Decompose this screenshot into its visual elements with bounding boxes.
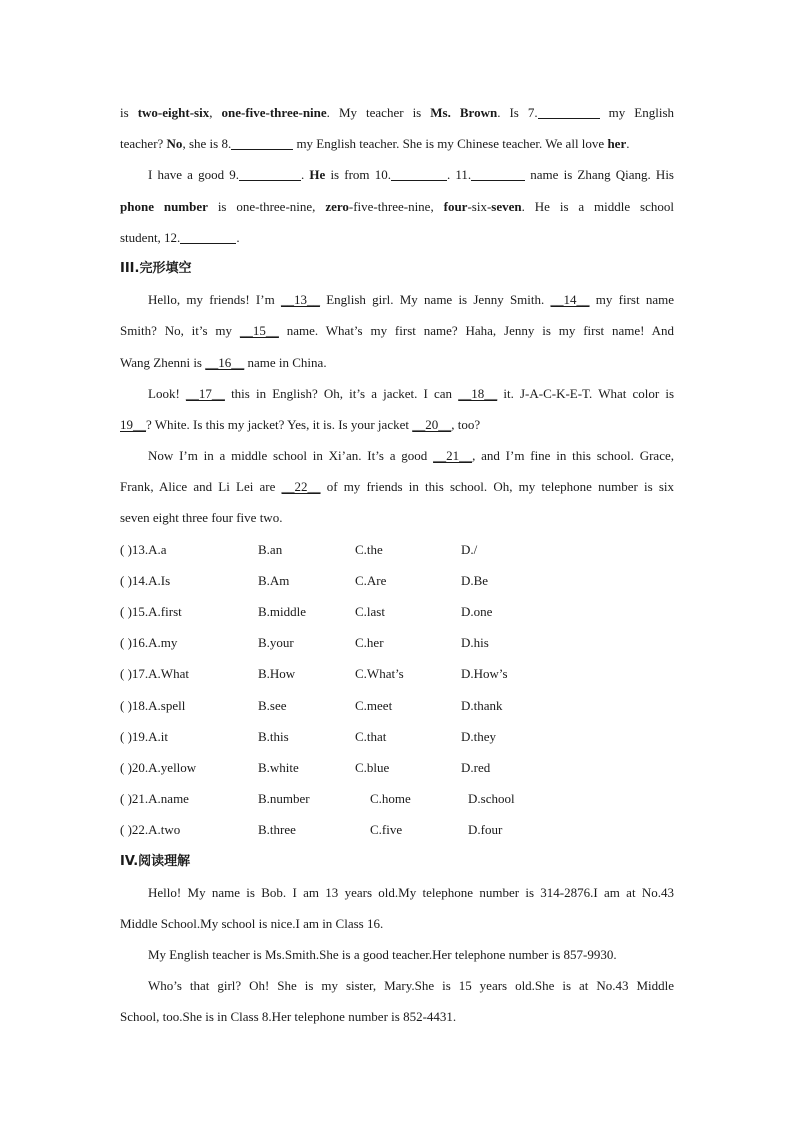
- option-row-14: [120, 565, 674, 596]
- option-c[interactable]: C.the: [355, 541, 383, 557]
- text: , too?: [451, 416, 481, 432]
- option-row-17: [120, 658, 674, 689]
- answer-blank-9[interactable]: [239, 166, 301, 181]
- answer-blank-12[interactable]: [180, 229, 236, 244]
- cloze-p1-line1: [120, 284, 674, 315]
- text: Smith? No, it’s my: [120, 323, 240, 339]
- cloze-blank-17[interactable]: __17__: [185, 385, 225, 401]
- cloze-blank-22[interactable]: __22__: [281, 479, 321, 495]
- section-3-title: III.完形填空: [120, 260, 192, 276]
- text: . Is 7.: [497, 105, 538, 120]
- text: this in English? Oh, it’s a jacket. I can: [224, 385, 459, 401]
- option-c[interactable]: C.that: [355, 728, 387, 744]
- para1-line2: [120, 128, 674, 159]
- option-a[interactable]: ( )16.A.my: [120, 635, 178, 651]
- cloze-blank-16[interactable]: __16__: [205, 354, 245, 370]
- option-a[interactable]: ( )19.A.it: [120, 728, 169, 744]
- option-row-20: [120, 752, 674, 783]
- bold-text: Ms. Brown: [430, 105, 498, 120]
- cloze-blank-13[interactable]: __13__: [280, 292, 320, 308]
- option-d[interactable]: D.red: [461, 759, 491, 775]
- option-b[interactable]: B.see: [258, 697, 287, 713]
- reading-p3-line1: Who’s that girl? Oh! She is my sister, Mary.She is 15 years old.She is at No.43 Middle: [148, 978, 674, 994]
- option-b[interactable]: B.How: [258, 666, 296, 682]
- cloze-blank-20[interactable]: __20__: [412, 416, 452, 432]
- reading-p2-line1: My English teacher is Ms.Smith.She is a good teacher.Her telephone number is 857-9930.: [148, 947, 617, 963]
- option-c[interactable]: C.meet: [355, 697, 393, 713]
- text: . My teacher is: [326, 105, 431, 120]
- text: . He is a middle school: [521, 198, 674, 214]
- text: , she is 8.: [182, 136, 232, 152]
- option-d[interactable]: D.four: [468, 822, 503, 838]
- para2-line1: [120, 159, 674, 190]
- cloze-p3-line3: seven eight three four five two.: [120, 510, 283, 526]
- text: teacher?: [120, 136, 167, 152]
- option-b[interactable]: B.this: [258, 728, 289, 744]
- text: -six-: [467, 198, 492, 214]
- text: .: [301, 167, 310, 183]
- bold-text: one-five-three-nine: [221, 105, 327, 120]
- text: I have a good 9.: [148, 167, 239, 183]
- option-c[interactable]: C.Are: [355, 572, 387, 588]
- option-d[interactable]: D.thank: [461, 697, 503, 713]
- option-c[interactable]: C.What’s: [355, 666, 404, 682]
- bold-text: four: [443, 198, 468, 214]
- option-d[interactable]: D.his: [461, 635, 489, 651]
- option-row-18: [120, 690, 674, 721]
- text: .: [626, 136, 630, 152]
- text: -five-three-nine,: [348, 198, 444, 214]
- bold-text: No: [166, 136, 183, 152]
- text: Look!: [148, 385, 186, 401]
- section-4-title: IV.阅读理解: [120, 853, 191, 869]
- option-b[interactable]: B.an: [258, 541, 283, 557]
- option-d[interactable]: D.one: [461, 604, 493, 619]
- text: name in China.: [244, 354, 327, 370]
- text: of my friends in this school. Oh, my telephone number is six: [320, 479, 674, 495]
- reading-p1-line1: Hello! My name is Bob. I am 13 years old.My telephone number is 314-2876.I am at No.43: [148, 884, 674, 900]
- option-row-22: [120, 814, 674, 845]
- answer-blank-10[interactable]: [391, 166, 447, 181]
- answer-blank-7[interactable]: [538, 104, 600, 119]
- bold-text: two-eight-six: [137, 105, 210, 120]
- option-row-21: [120, 783, 674, 814]
- text: is: [120, 105, 138, 120]
- text: English girl. My name is Jenny Smith.: [319, 292, 551, 308]
- reading-p1-line2: Middle School.My school is nice.I am in Class 16.: [120, 915, 384, 931]
- answer-blank-11[interactable]: [471, 166, 525, 181]
- text: . 11.: [446, 167, 472, 183]
- option-a[interactable]: ( )14.A.Is: [120, 572, 171, 588]
- option-a[interactable]: ( )21.A.name: [120, 791, 189, 807]
- option-a[interactable]: ( )15.A.first: [120, 604, 182, 619]
- text: is one-three-nine,: [207, 198, 326, 214]
- text: my English teacher. She is my Chinese teacher. We all love: [293, 136, 608, 152]
- bold-text: He: [309, 167, 326, 183]
- text: Now I’m in a middle school in Xi’an. It’s a good: [148, 448, 434, 464]
- text: is from 10.: [325, 167, 391, 183]
- option-d[interactable]: D.school: [468, 791, 515, 807]
- option-c[interactable]: C.home: [370, 791, 411, 807]
- option-d[interactable]: D.How’s: [461, 666, 508, 682]
- cloze-blank-14[interactable]: __14__: [550, 292, 590, 308]
- option-b[interactable]: B.your: [258, 635, 294, 651]
- option-a[interactable]: ( )18.A.spell: [120, 697, 186, 713]
- bold-text: phone number: [120, 198, 208, 214]
- text: Wang Zhenni is: [120, 354, 206, 370]
- text: ,: [209, 105, 222, 120]
- option-row-16: [120, 627, 674, 658]
- cloze-blank-18[interactable]: __18__: [458, 385, 498, 401]
- para2-line3: [120, 222, 674, 253]
- text: my first name: [589, 292, 674, 308]
- cloze-blank-19[interactable]: 19__: [120, 416, 146, 432]
- reading-p3-line2: School, too.She is in Class 8.Her telephone number is 852-4431.: [120, 1009, 457, 1025]
- text: Hello, my friends! I’m: [148, 292, 281, 308]
- worksheet-page: [120, 97, 674, 1033]
- cloze-p3-line2: [120, 471, 674, 502]
- text: Frank, Alice and Li Lei are: [120, 479, 282, 495]
- option-b[interactable]: B.middle: [258, 604, 307, 619]
- para1-line1: [120, 97, 674, 128]
- option-d[interactable]: D.they: [461, 728, 497, 744]
- option-b[interactable]: B.three: [258, 822, 296, 838]
- option-a[interactable]: ( )20.A.yellow: [120, 759, 197, 775]
- option-d[interactable]: D./: [461, 541, 478, 557]
- bold-text: zero: [325, 198, 349, 214]
- cloze-blank-15[interactable]: __15__: [239, 323, 279, 339]
- option-b[interactable]: B.white: [258, 759, 299, 775]
- cloze-p2-line1: [120, 378, 674, 409]
- cloze-blank-21[interactable]: __21__: [433, 448, 473, 464]
- cloze-p2-line2: [120, 409, 674, 440]
- option-d[interactable]: D.Be: [461, 572, 489, 588]
- option-c[interactable]: C.five: [370, 822, 403, 838]
- option-row-15: [120, 596, 674, 627]
- text: student, 12.: [120, 229, 181, 245]
- answer-blank-8[interactable]: [231, 135, 293, 150]
- option-b[interactable]: B.number: [258, 791, 310, 807]
- option-a[interactable]: ( )13.A.a: [120, 541, 167, 557]
- cloze-p3-line1: [120, 440, 674, 471]
- option-c[interactable]: C.blue: [355, 759, 390, 775]
- cloze-p1-line2: [120, 315, 674, 346]
- bold-text: seven: [491, 198, 522, 214]
- text: it. J-A-C-K-E-T. What color is: [497, 385, 675, 401]
- cloze-p1-line3: [120, 347, 674, 378]
- text: name. What’s my first name? Haha, Jenny is my first name! And: [278, 323, 674, 339]
- text: .: [236, 229, 240, 245]
- para2-line2: [120, 191, 674, 222]
- option-a[interactable]: ( )22.A.two: [120, 822, 181, 838]
- option-a[interactable]: ( )17.A.What: [120, 666, 189, 682]
- option-b[interactable]: B.Am: [258, 572, 290, 588]
- option-row-13: [120, 534, 674, 565]
- text: my English: [599, 105, 675, 120]
- option-c[interactable]: C.last: [355, 604, 385, 619]
- bold-text: her: [607, 136, 627, 152]
- option-row-19: [120, 721, 674, 752]
- text: , and I’m fine in this school. Grace,: [472, 448, 674, 464]
- text: ? White. Is this my jacket? Yes, it is. Is your jacket: [146, 416, 413, 432]
- text: name is Zhang Qiang. His: [525, 167, 674, 183]
- option-c[interactable]: C.her: [355, 635, 384, 651]
